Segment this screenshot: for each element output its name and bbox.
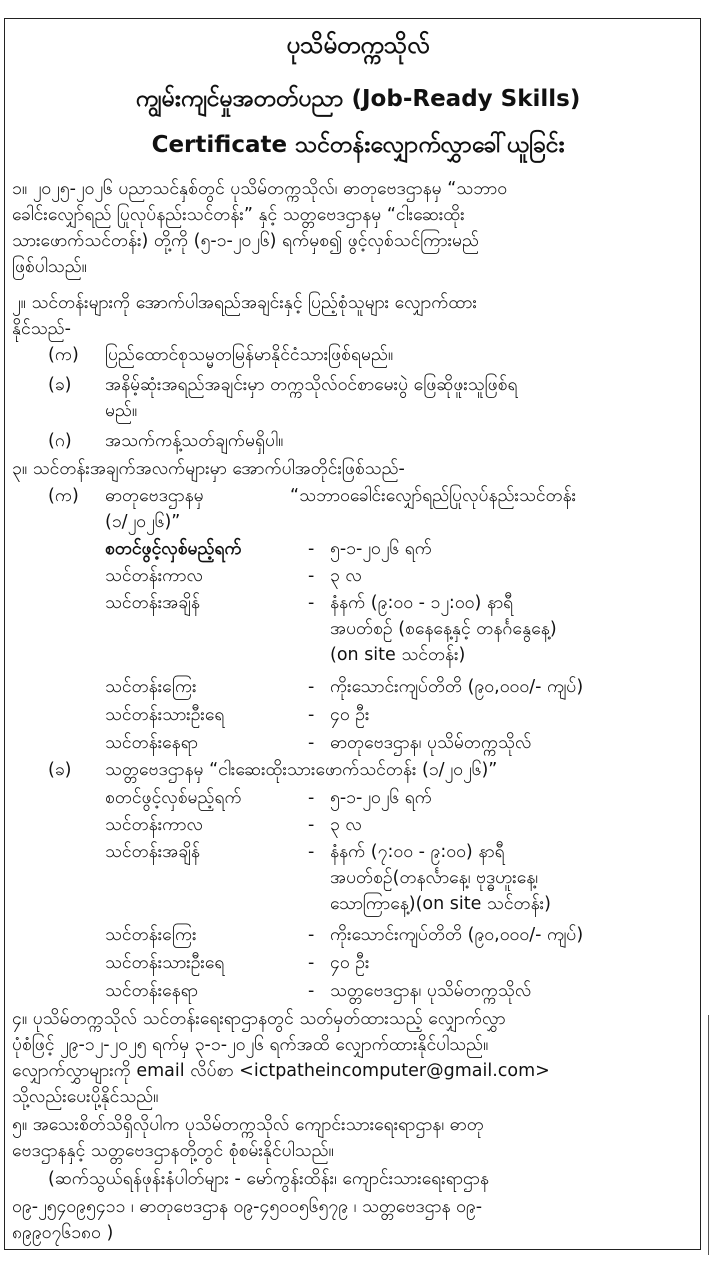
courseA-title: “သဘာဝခေါင်းလျှော်ရည်ပြုလုပ်နည်းသင်တန်း <box>290 486 577 506</box>
title-announcement: Certificate သင်တန်းလျှောက်လွှာခေါ်ယူခြင်း <box>151 132 565 158</box>
para5-line1: ၅။ အသေးစိတ်သိရှိလိုပါက ပုသိမ်တက္ကသိုလ် ကျောင်းသားရေးရာဌာန၊ ဓာတု <box>12 1115 484 1135</box>
courseB-time-value1: နံနက် (၇:၀၀ - ၉:၀၀) နာရီ <box>330 842 505 862</box>
courseB-fee-label: သင်တန်းကြေး <box>105 925 197 945</box>
courseB-number: (ခ) <box>48 760 72 780</box>
title-university: ပုသိမ်တက္ကသိုလ် <box>286 31 430 59</box>
courseB-students-value: ၄၀ ဦး <box>330 953 370 973</box>
courseB-title: သတ္တဗေဒဌာနမှ “ငါးဆေးထိုးသားဖောက်သင်တန်း (၁/၂၀၂၆)” <box>105 760 498 780</box>
courseA-start-value: ၅-၁-၂၀၂၆ ရက် <box>330 539 432 559</box>
para1-line1: ၁။ ၂၀၂၅-၂၀၂၆ ပညာသင်နှစ်တွင် ပုသိမ်တက္ကသိုလ်၊ ဓာတုဗေဒဌာနမှ “သဘာဝ <box>12 179 508 199</box>
para4-line4: သို့လည်းပေးပို့နိုင်သည်။ <box>12 1087 159 1107</box>
courseB-place-dash: - <box>308 981 315 1001</box>
para2-item-kha-text2: မည်။ <box>105 401 138 421</box>
para1-line2: ခေါင်းလျှော်ရည် ပြုလုပ်နည်းသင်တန်း” နှင့် သတ္တဗေဒဌာနမှ “ငါးဆေးထိုး <box>12 205 465 225</box>
para5-contact-line1: (ဆက်သွယ်ရန်ဖုန်းနံပါတ်များ - မော်ကွန်းထိန်း၊ ကျောင်းသားရေးရာဌာန <box>48 1169 489 1189</box>
courseA-duration-value: ၃ လ <box>330 566 362 586</box>
courseB-duration-value: ၃ လ <box>330 815 362 835</box>
courseA-place-dash: - <box>308 733 315 753</box>
courseA-place-label: သင်တန်းနေရာ <box>105 733 198 753</box>
courseB-place-value: သတ္တဗေဒဌာန၊ ပုသိမ်တက္ကသိုလ် <box>330 981 532 1001</box>
para5-contact-line2: ၀၉-၂၅၄၀၉၅၄၁၁ ၊ ဓာတုဗေဒဌာန ၀၉-၄၅၀၀၅၆၅၇၉ ၊ သတ္တဗေဒဌာန ၀၉- <box>12 1197 483 1217</box>
para2-item-kha-text1: အနိမ့်ဆုံးအရည်အချင်းမှာ တက္ကသိုလ်ဝင်စာမေးပွဲ ဖြေဆိုဖူးသူဖြစ်ရ <box>105 375 518 395</box>
para4-line1: ၄။ ပုသိမ်တက္ကသိုလ် သင်တန်းရေးရာဌာနတွင် သတ်မှတ်ထားသည့် လျှောက်လွှာ <box>12 1009 506 1029</box>
courseB-fee-dash: - <box>308 925 315 945</box>
para4-line2: ပုံစံဖြင့် ၂၉-၁၂-၂၀၂၅ ရက်မှ ၃-၁-၂၀၂၆ ရက်အထိ လျှောက်ထားနိုင်ပါသည်။ <box>12 1035 489 1055</box>
para1-line4: ဖြစ်ပါသည်။ <box>12 257 87 277</box>
courseA-fee-label: သင်တန်းကြေး <box>105 677 197 697</box>
courseA-department: ဓာတုဗေဒဌာနမှ <box>105 486 204 506</box>
courseA-title-cont: (၁/၂၀၂၆)” <box>105 512 181 532</box>
courseA-number: (က) <box>48 486 79 506</box>
para2-line2: နိုင်သည်- <box>12 319 71 339</box>
courseA-time-label: သင်တန်းအချိန် <box>105 593 200 613</box>
para2-line1: ၂။ သင်တန်းများကို အောက်ပါအရည်အချင်းနှင့် ပြည့်စုံသူများ လျှောက်ထား <box>12 293 477 313</box>
column-divider <box>708 1015 709 1255</box>
courseA-place-value: ဓာတုဗေဒဌာန၊ ပုသိမ်တက္ကသိုလ် <box>330 733 532 753</box>
courseB-time-value3: သောကြာနေ့)(on site သင်တန်း) <box>330 894 551 914</box>
courseB-time-dash: - <box>308 842 315 862</box>
courseA-fee-value: ကိုးသောင်းကျပ်တိတိ (၉၀,၀၀၀/- ကျပ်) <box>330 677 584 697</box>
para2-item-ka-number: (က) <box>48 345 79 365</box>
courseB-time-value2: အပတ်စဉ်(တနင်္လာနေ့၊ ဗုဒ္ဓဟူးနေ့၊ <box>330 868 539 888</box>
courseB-students-label: သင်တန်းသားဦးရေ <box>105 953 225 973</box>
courseB-duration-label: သင်တန်းကာလ <box>105 815 203 835</box>
para2-item-ka-text: ပြည်ထောင်စုသမ္မတမြန်မာနိုင်ငံသားဖြစ်ရမည်။ <box>105 345 394 365</box>
title-program: ကျွမ်းကျင်မှုအတတ်ပညာ (Job-Ready Skills) <box>135 86 581 112</box>
courseA-time-value2: အပတ်စဉ် (စနေနေ့နှင့် တနင်္ဂနွေနေ့) <box>330 619 557 639</box>
courseA-time-value1: နံနက် (၉:၀၀ - ၁၂:၀၀) နာရီ <box>330 593 514 613</box>
courseA-start-dash: - <box>308 539 315 559</box>
courseA-start-label: စတင်ဖွင့်လှစ်မည့်ရက် <box>105 539 242 559</box>
courseB-place-label: သင်တန်းနေရာ <box>105 981 198 1001</box>
para5-contact-line3: ၈၉၉၀၇၆၁၈၀ ) <box>12 1223 114 1243</box>
courseA-students-dash: - <box>308 705 315 725</box>
courseB-students-dash: - <box>308 953 315 973</box>
para4-line3: လျှောက်လွှာများကို email လိပ်စာ <ictpatheincomputer@gmail.com> <box>12 1061 550 1081</box>
para2-item-ga-text: အသက်ကန့်သတ်ချက်မရှိပါ။ <box>105 431 284 451</box>
courseA-time-dash: - <box>308 593 315 613</box>
courseA-duration-label: သင်တန်းကာလ <box>105 566 203 586</box>
courseA-duration-dash: - <box>308 566 315 586</box>
courseA-fee-dash: - <box>308 677 315 697</box>
courseB-fee-value: ကိုးသောင်းကျပ်တိတိ (၉၀,၀၀၀/- ကျပ်) <box>330 925 584 945</box>
courseA-time-value3: (on site သင်တန်း) <box>330 645 466 665</box>
courseB-time-label: သင်တန်းအချိန် <box>105 842 200 862</box>
courseB-start-label: စတင်ဖွင့်လှစ်မည့်ရက် <box>105 788 242 808</box>
para1-line3: သားဖောက်သင်တန်း) တို့ကို (၅-၁-၂၀၂၆) ရက်မှစ၍ ဖွင့်လှစ်သင်ကြားမည် <box>12 231 479 251</box>
courseB-duration-dash: - <box>308 815 315 835</box>
courseB-start-dash: - <box>308 788 315 808</box>
para2-item-ga-number: (ဂ) <box>48 431 72 451</box>
para3-intro: ၃။ သင်တန်းအချက်အလက်များမှာ အောက်ပါအတိုင်းဖြစ်သည်- <box>12 459 405 479</box>
para5-line2: ဗေဒဌာနနှင့် သတ္တဗေဒဌာနတို့တွင် စုံစမ်းနိုင်ပါသည်။ <box>12 1141 334 1161</box>
courseB-start-value: ၅-၁-၂၀၂၆ ရက် <box>330 788 432 808</box>
para2-item-kha-number: (ခ) <box>48 375 72 395</box>
courseA-students-value: ၄၀ ဦး <box>330 705 370 725</box>
courseA-students-label: သင်တန်းသားဦးရေ <box>105 705 225 725</box>
